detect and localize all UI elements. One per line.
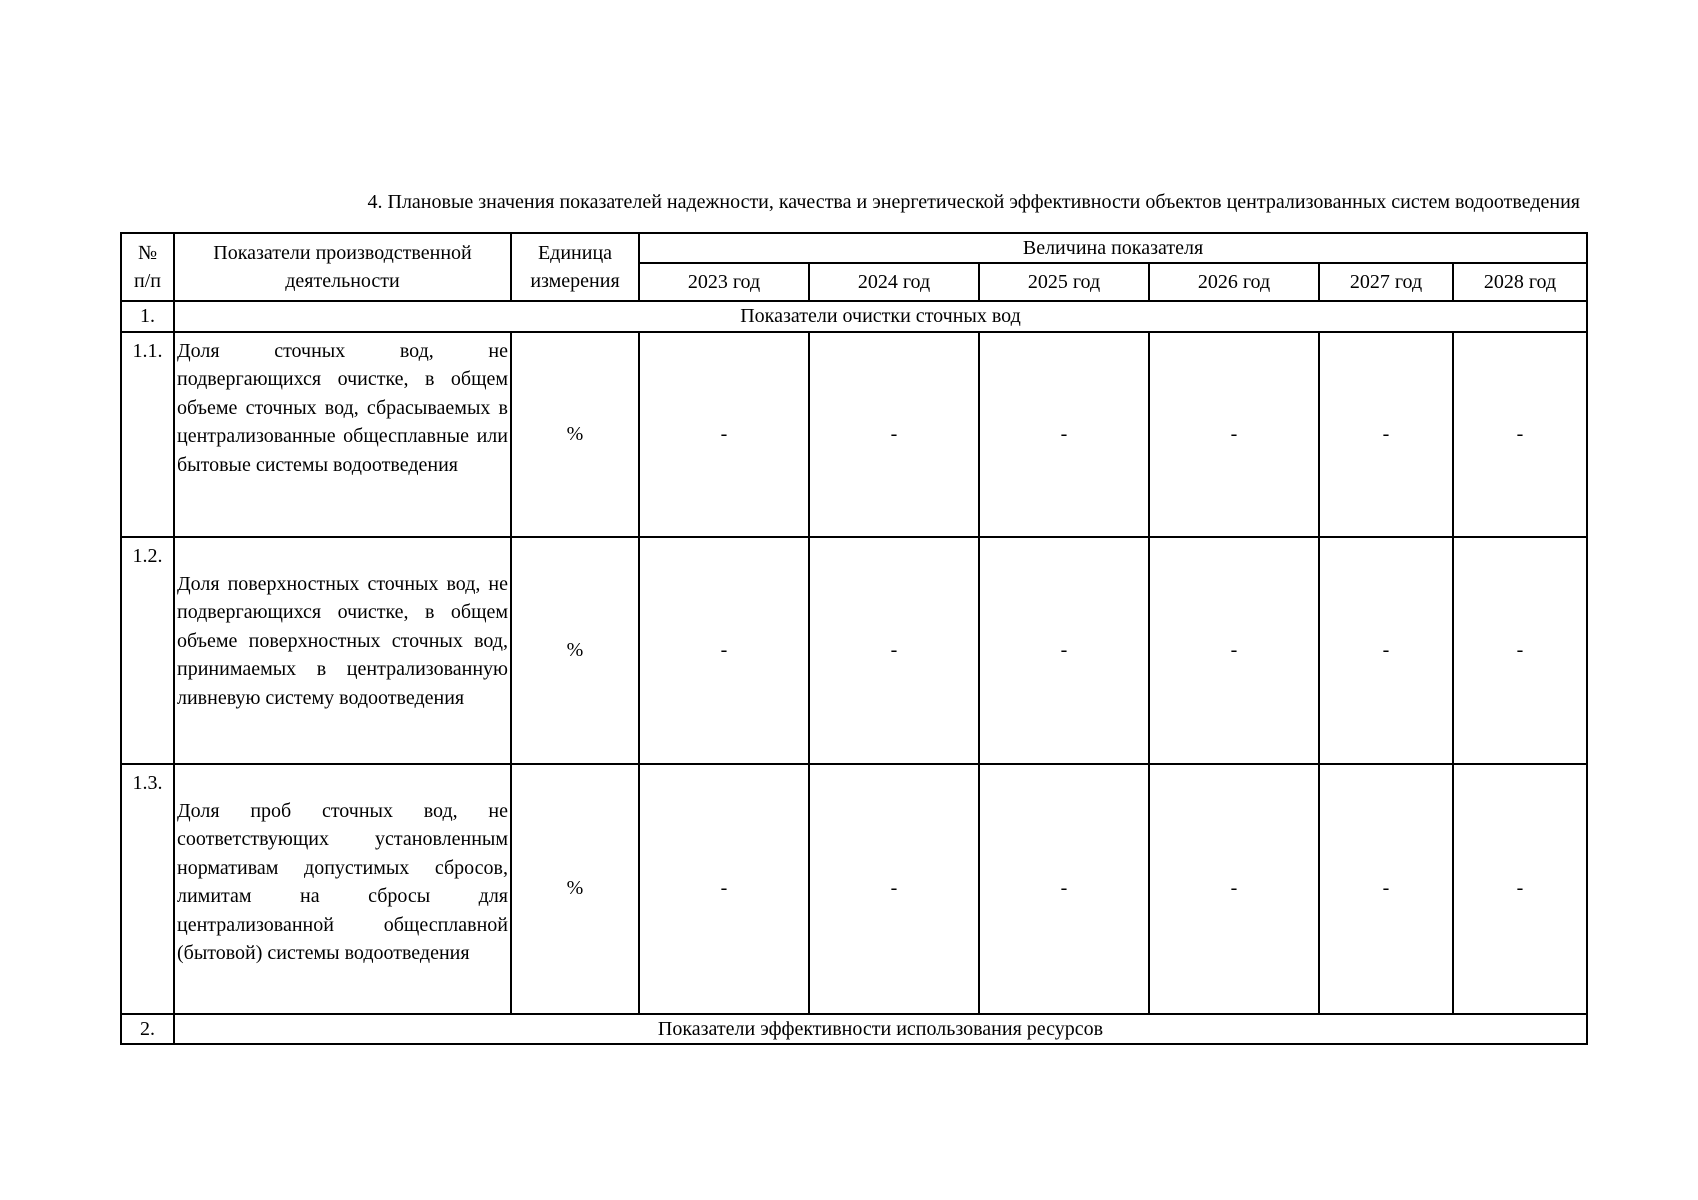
row-value-2025: -	[979, 537, 1149, 764]
header-year-2027: 2027 год	[1319, 263, 1453, 301]
header-value-group: Величина показателя	[639, 233, 1587, 263]
section-title: Показатели эффективности использования ресурсов	[174, 1014, 1587, 1045]
row-value-2023: -	[639, 332, 809, 537]
header-number-line1: №	[137, 242, 158, 264]
section-title: Показатели очистки сточных вод	[174, 301, 1587, 332]
header-year-2023: 2023 год	[639, 263, 809, 301]
section-number: 2.	[121, 1014, 174, 1045]
header-year-2025: 2025 год	[979, 263, 1149, 301]
row-unit: %	[511, 332, 639, 537]
header-year-2024: 2024 год	[809, 263, 979, 301]
header-indicator: Показатели производственной деятельности	[174, 233, 511, 301]
header-row-1	[121, 233, 1587, 263]
header-number	[121, 233, 174, 301]
row-unit: %	[511, 537, 639, 764]
row-description: Доля сточных вод, не подвергающихся очистке, в общем объеме сточных вод, сбрасываемых в централизованные общесплавные или бытовые системы водоотведения	[174, 332, 511, 537]
row-value-2027: -	[1319, 537, 1453, 764]
indicators-table	[120, 232, 1588, 1045]
section-row	[121, 1014, 1587, 1045]
row-unit: %	[511, 764, 639, 1014]
row-number: 1.3.	[121, 764, 174, 1014]
row-number: 1.1.	[121, 332, 174, 537]
row-value-2027: -	[1319, 764, 1453, 1014]
row-value-2026: -	[1149, 332, 1319, 537]
row-value-2025: -	[979, 332, 1149, 537]
row-value-2027: -	[1319, 332, 1453, 537]
row-value-2024: -	[809, 537, 979, 764]
section-number: 1.	[121, 301, 174, 332]
row-value-2024: -	[809, 332, 979, 537]
header-unit: Единица измерения	[511, 233, 639, 301]
row-value-2024: -	[809, 764, 979, 1014]
table-row	[121, 332, 1587, 537]
row-value-2028: -	[1453, 332, 1587, 537]
table-row	[121, 537, 1587, 764]
document-title: 4. Плановые значения показателей надежности, качества и энергетической эффективности объектов централизованных систем водоотведения	[367, 191, 1580, 213]
row-value-2025: -	[979, 764, 1149, 1014]
row-number: 1.2.	[121, 537, 174, 764]
row-value-2026: -	[1149, 537, 1319, 764]
row-value-2028: -	[1453, 764, 1587, 1014]
row-description: Доля поверхностных сточных вод, не подвергающихся очистке, в общем объеме поверхностных сточных вод, принимаемых в централизованную ливневую систему водоотведения	[174, 537, 511, 764]
row-value-2023: -	[639, 537, 809, 764]
row-description: Доля проб сточных вод, не соответствующих установленным нормативам допустимых сбросов, лимитам на сбросы для централизованной общесплавной (бытовой) системы водоотведения	[174, 764, 511, 1014]
row-value-2023: -	[639, 764, 809, 1014]
table-row	[121, 764, 1587, 1014]
row-value-2028: -	[1453, 537, 1587, 764]
header-number-line2: п/п	[134, 270, 161, 292]
section-row	[121, 301, 1587, 332]
header-year-2028: 2028 год	[1453, 263, 1587, 301]
row-value-2026: -	[1149, 764, 1319, 1014]
header-year-2026: 2026 год	[1149, 263, 1319, 301]
